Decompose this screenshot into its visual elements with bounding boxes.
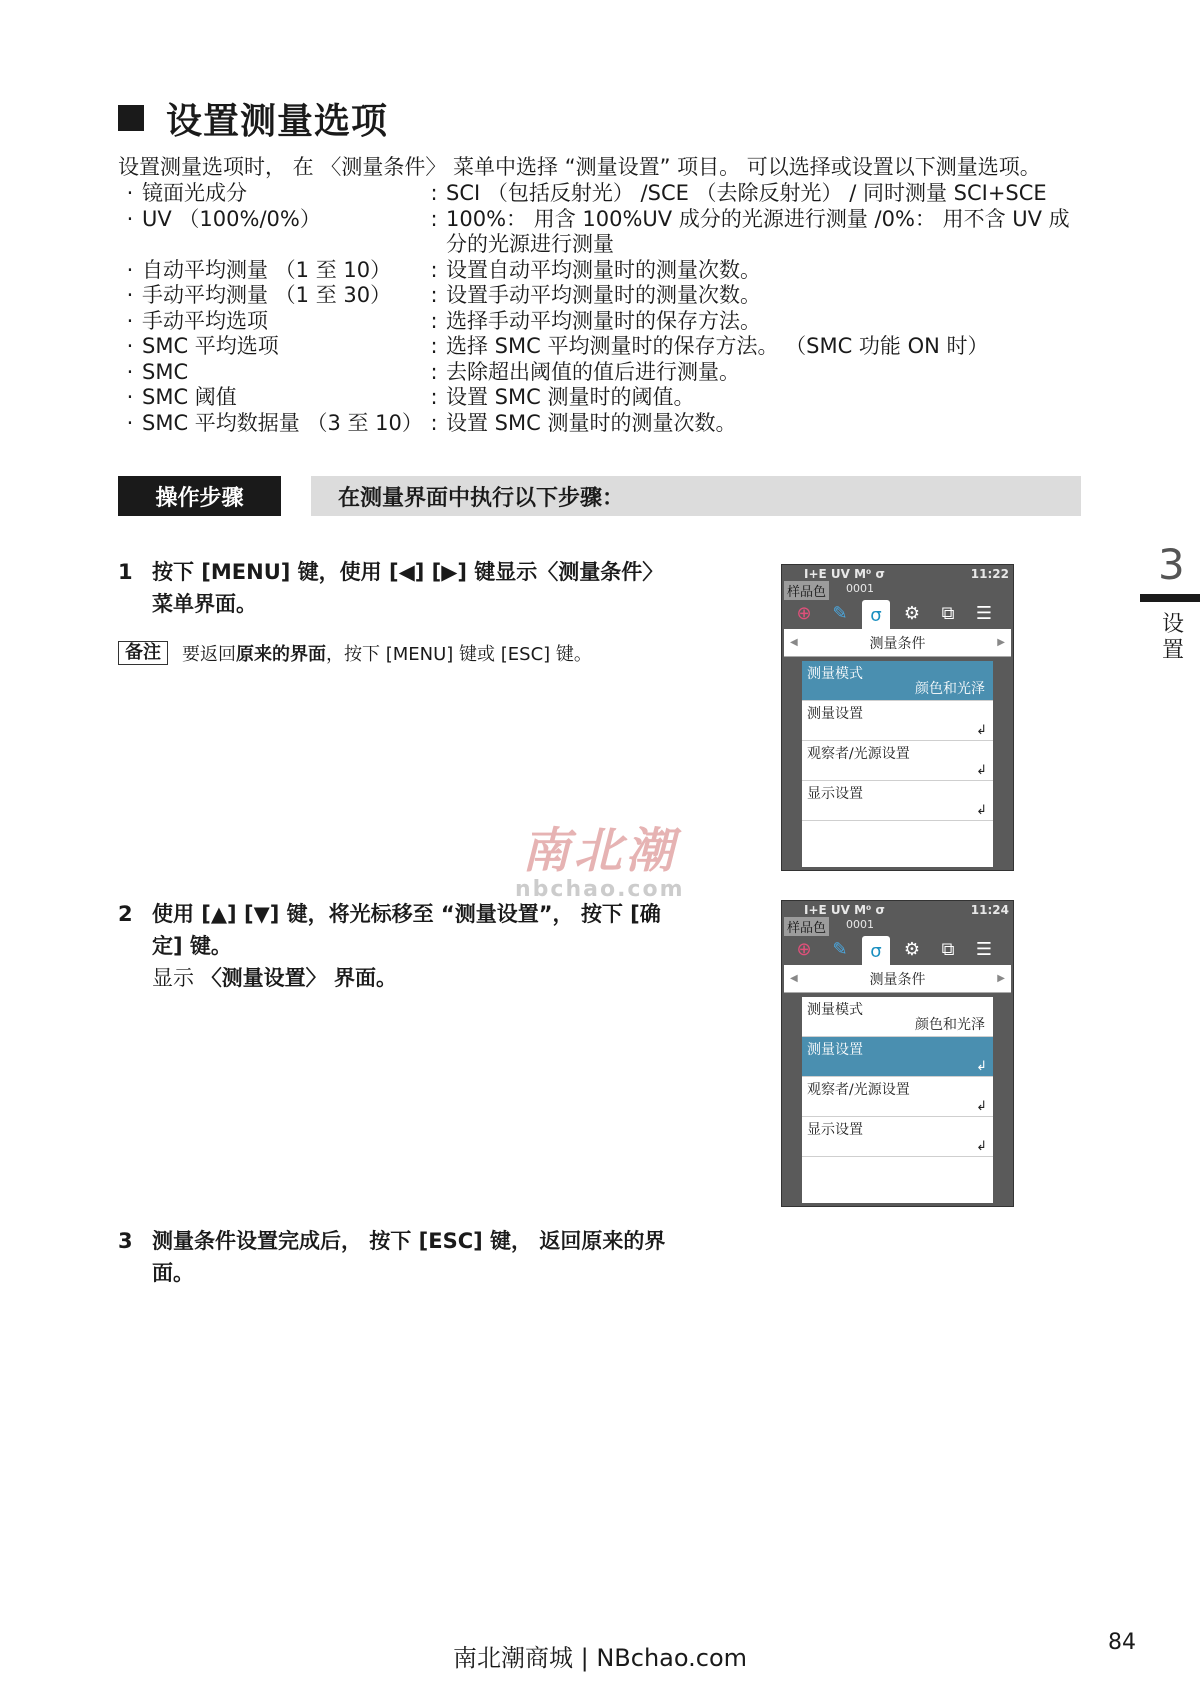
option-label: 自动平均测量 （1 至 10）	[142, 257, 392, 282]
measure-condition-icon[interactable]: σ	[862, 600, 890, 630]
menu-item-display-settings[interactable]: 显示设置 ↲	[802, 1117, 993, 1157]
menu-item-measure-settings[interactable]: 测量设置 ↲	[802, 1037, 993, 1077]
measure-condition-icon[interactable]: σ	[862, 936, 890, 966]
section-title-text: 设置测量选项	[166, 100, 389, 142]
menu-list	[802, 997, 993, 1203]
menu-list	[802, 661, 993, 867]
menu-item-display-settings[interactable]: 显示设置 ↲	[802, 781, 993, 821]
step-3	[118, 1225, 678, 1289]
wrench-icon[interactable]: ✎	[832, 602, 848, 624]
option-row: · SMC 平均数据量 （3 至 10） : 设置 SMC 测量时的测量次数。	[118, 411, 1078, 437]
gear-icon[interactable]: ⚙	[903, 938, 921, 960]
intro-text: 设置测量选项时， 在 〈测量条件〉 菜单中选择 “测量设置” 项目。 可以选择或设置以下测量选项。	[118, 155, 1041, 179]
menu-item-measure-mode[interactable]: 测量模式 颜色和光泽	[802, 997, 993, 1037]
options-list	[118, 181, 1078, 436]
title-square-icon	[118, 105, 144, 131]
target-icon[interactable]: ⊕	[796, 602, 812, 624]
step-text: 使用 [▲] [▼] 键，将光标移至 “测量设置”， 按下 [确定] 键。	[152, 902, 661, 958]
gear-icon[interactable]: ⚙	[903, 602, 921, 624]
step-1	[118, 556, 678, 620]
sample-label: 样品色	[784, 917, 829, 936]
option-row: · SMC 平均选项 : 选择 SMC 平均测量时的保存方法。 （SMC 功能 ON 时）	[118, 334, 1078, 360]
left-arrow-icon[interactable]: ◀	[790, 973, 798, 984]
menu-title-bar	[784, 629, 1011, 657]
footer-text: 南北潮商城 | NBchao.com	[452, 1644, 748, 1672]
menu-title: 测量条件	[869, 635, 926, 652]
tab-icons	[782, 597, 1013, 629]
chapter-bar	[1140, 594, 1200, 602]
step-number: 3	[118, 1229, 133, 1253]
enter-icon: ↲	[976, 1059, 987, 1074]
procedure-label: 操作步骤	[118, 476, 281, 516]
note-tag: 备注	[118, 641, 168, 665]
menu-title-bar	[784, 965, 1011, 993]
tab-icons	[782, 933, 1013, 965]
window-icon[interactable]: ⧉	[941, 938, 955, 960]
enter-icon: ↲	[976, 763, 987, 778]
procedure-instruction: 在测量界面中执行以下步骤：	[311, 476, 1081, 516]
step-2	[118, 898, 678, 994]
menu-item-observer-light[interactable]: 观察者/光源设置 ↲	[802, 741, 993, 781]
option-desc: 100%： 用含 100%UV 成分的光源进行测量 /0%： 用不含 UV 成分的光源进行测量	[446, 206, 1070, 256]
wrench-icon[interactable]: ✎	[832, 938, 848, 960]
step-subtext: 显示 〈测量设置〉 界面。	[152, 966, 397, 990]
chapter-number: 3	[1158, 540, 1185, 589]
option-desc: 去除超出阈值的值后进行测量。	[446, 359, 740, 384]
option-label: 手动平均测量 （1 至 30）	[142, 283, 392, 307]
option-label: SMC	[142, 359, 189, 384]
job-icon[interactable]: ☰	[975, 938, 993, 960]
sample-id: 0001	[846, 582, 874, 595]
window-icon[interactable]: ⧉	[941, 602, 955, 624]
clock: 11:24	[970, 903, 1009, 917]
sample-id: 0001	[846, 918, 874, 931]
option-desc: 设置 SMC 测量时的测量次数。	[446, 410, 737, 435]
enter-icon: ↲	[976, 803, 987, 818]
clock: 11:22	[970, 567, 1009, 581]
menu-item-measure-settings[interactable]: 测量设置 ↲	[802, 701, 993, 741]
option-label: SMC 平均数据量 （3 至 10）	[142, 410, 423, 435]
enter-icon: ↲	[976, 1099, 987, 1114]
option-label: UV （100%/0%）	[142, 206, 321, 231]
watermark-cn: 南北潮	[521, 823, 678, 879]
option-row: · 手动平均选项 : 选择手动平均测量时的保存方法。	[118, 309, 1078, 335]
left-arrow-icon[interactable]: ◀	[790, 637, 798, 648]
option-label: SMC 阈值	[142, 385, 237, 409]
status-bar	[782, 901, 1013, 936]
option-desc: 选择 SMC 平均测量时的保存方法。 （SMC 功能 ON 时）	[446, 334, 989, 358]
watermark	[515, 812, 685, 902]
sample-label: 样品色	[784, 581, 829, 600]
chapter-label: 设置	[1161, 612, 1184, 663]
target-icon[interactable]: ⊕	[796, 938, 812, 960]
menu-item-observer-light[interactable]: 观察者/光源设置 ↲	[802, 1077, 993, 1117]
option-desc: 设置手动平均测量时的测量次数。	[446, 283, 761, 307]
step-number: 1	[118, 560, 133, 584]
step-text: 按下 [MENU] 键，使用 [◀] [▶] 键显示〈测量条件〉菜单界面。	[152, 560, 664, 616]
option-desc: 选择手动平均测量时的保存方法。	[446, 308, 761, 333]
option-label: SMC 平均选项	[142, 334, 279, 358]
step-number: 2	[118, 902, 133, 926]
right-arrow-icon[interactable]: ▶	[997, 973, 1005, 984]
enter-icon: ↲	[976, 723, 987, 738]
option-row: · SMC 阈值 : 设置 SMC 测量时的阈值。	[118, 385, 1078, 411]
step-text: 测量条件设置完成后， 按下 [ESC] 键， 返回原来的界面。	[152, 1229, 666, 1285]
enter-icon: ↲	[976, 1139, 987, 1154]
status-indicators: I+E UV M⁰ σ	[804, 567, 885, 581]
menu-title: 测量条件	[869, 971, 926, 988]
option-label: 镜面光成分	[142, 181, 247, 205]
menu-item-measure-mode[interactable]: 测量模式 颜色和光泽	[802, 661, 993, 701]
option-row: · UV （100%/0%） : 100%： 用含 100%UV 成分的光源进行测量 /0%： 用不含 UV 成分的光源进行测量	[118, 207, 1078, 258]
note-text: 要返回原来的界面，按下 [MENU] 键或 [ESC] 键。	[182, 644, 592, 665]
option-desc: SCI （包括反射光） /SCE （去除反射光） / 同时测量 SCI+SCE	[446, 181, 1047, 205]
note	[118, 640, 592, 666]
device-screen-1	[781, 564, 1014, 871]
device-screen-2	[781, 900, 1014, 1207]
job-icon[interactable]: ☰	[975, 602, 993, 624]
status-indicators: I+E UV M⁰ σ	[804, 903, 885, 917]
option-row: · 自动平均测量 （1 至 10） : 设置自动平均测量时的测量次数。	[118, 258, 1078, 284]
option-row: · 手动平均测量 （1 至 30） : 设置手动平均测量时的测量次数。	[118, 283, 1078, 309]
status-bar	[782, 565, 1013, 600]
option-desc: 设置自动平均测量时的测量次数。	[446, 257, 761, 282]
option-desc: 设置 SMC 测量时的阈值。	[446, 385, 695, 409]
page-number: 84	[1108, 1630, 1136, 1655]
right-arrow-icon[interactable]: ▶	[997, 637, 1005, 648]
watermark-en: nbchao.com	[515, 877, 685, 902]
option-row: · SMC : 去除超出阈值的值后进行测量。	[118, 360, 1078, 386]
option-label: 手动平均选项	[142, 308, 268, 333]
section-title	[118, 92, 388, 144]
option-row: · 镜面光成分 : SCI （包括反射光） /SCE （去除反射光） / 同时测量 SCI+SCE	[118, 181, 1078, 207]
